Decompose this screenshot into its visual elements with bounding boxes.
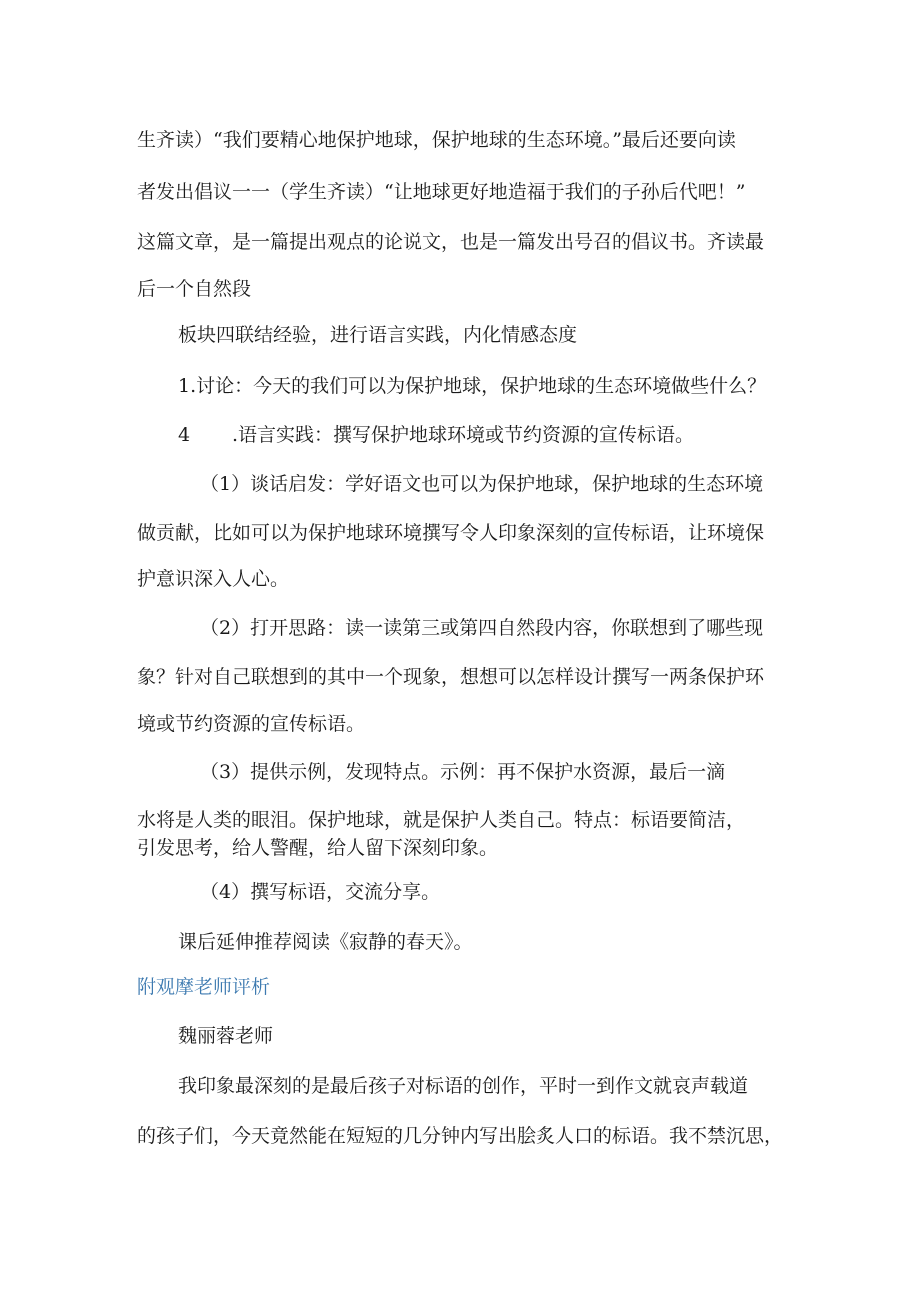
paragraph-line: 后一个自然段 bbox=[137, 278, 252, 300]
list-item-text: .语言实践：撰写保护地球环境或节约资源的宣传标语。 bbox=[232, 424, 695, 446]
paragraph-line: 引发思考，给人警醒，给人留下深刻印象。 bbox=[137, 837, 499, 859]
paragraph-line: 象？针对自己联想到的其中一个现象，想想可以怎样设计撰写一两条保护环 bbox=[137, 666, 765, 688]
paragraph-line: 课后延伸推荐阅读《寂静的春天》。 bbox=[178, 931, 473, 953]
section-heading: 附观摩老师评析 bbox=[137, 976, 271, 998]
section-title: 板块四联结经验，进行语言实践，内化情感态度 bbox=[178, 324, 578, 346]
list-number: 4 bbox=[178, 424, 191, 446]
paragraph-line: 护意识深入人心。 bbox=[137, 568, 290, 590]
author-name: 魏丽蓉老师 bbox=[178, 1025, 274, 1047]
paragraph-line: 生齐读）“我们要精心地保护地球，保护地球的生态环境。”最后还要向读 bbox=[137, 129, 736, 151]
sub-item: （3）提供示例，发现特点。示例：再不保护水资源，最后一滴 bbox=[200, 761, 726, 783]
paragraph-line: 境或节约资源的宣传标语。 bbox=[137, 713, 366, 735]
paragraph-line: 的孩子们，今天竟然能在短短的几分钟内写出脍炙人口的标语。我不禁沉思， bbox=[137, 1125, 784, 1147]
paragraph-line: 这篇文章，是一篇提出观点的论说文，也是一篇发出号召的倡议书。齐读最 bbox=[137, 231, 765, 253]
paragraph-line: 我印象最深刻的是最后孩子对标语的创作，平时一到作文就哀声载道 bbox=[178, 1075, 749, 1097]
sub-item: （2）打开思路：读一读第三或第四自然段内容，你联想到了哪些现 bbox=[200, 617, 764, 639]
list-item: 1.讨论：今天的我们可以为保护地球，保护地球的生态环境做些什么？ bbox=[178, 375, 767, 397]
sub-item: （4）撰写标语，交流分享。 bbox=[200, 881, 441, 903]
paragraph-line: 者发出倡议一一（学生齐读）“让地球更好地造福于我们的子孙后代吧！” bbox=[137, 181, 746, 203]
paragraph-line: 水将是人类的眼泪。保护地球，就是保护人类自己。特点：标语要简洁， bbox=[137, 809, 746, 831]
paragraph-line: 做贡献，比如可以为保护地球环境撰写令人印象深刻的宣传标语，让环境保 bbox=[137, 522, 765, 544]
sub-item: （1）谈话启发：学好语文也可以为保护地球，保护地球的生态环境 bbox=[200, 473, 764, 495]
